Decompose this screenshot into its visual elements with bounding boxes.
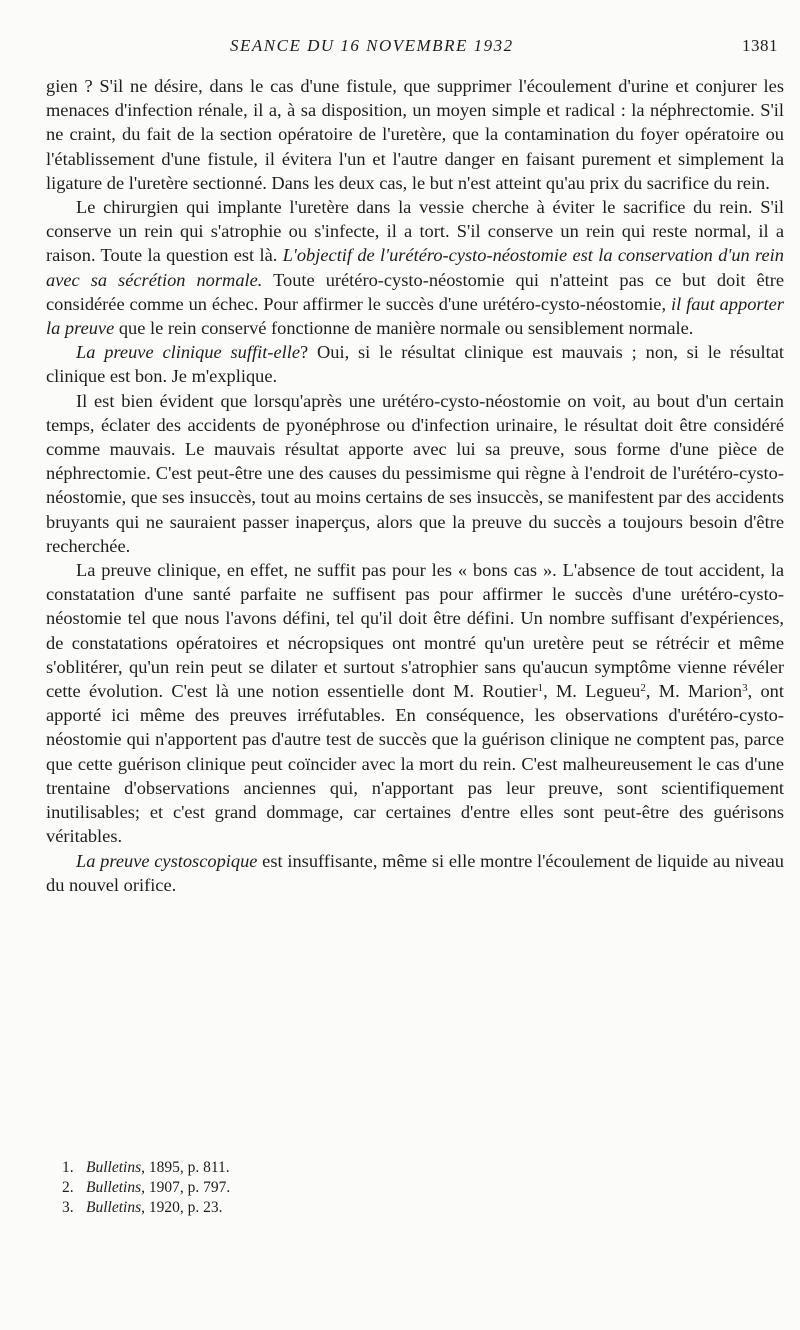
paragraph-text: gien ? S'il ne désire, dans le cas d'une fistule, que supprimer l'écoulement d'urine et conjurer les menaces d'infection rénale, il a, à sa disposition, un moyen simple et radical : la néphrectomie. S'il ne craint, du fait de la section opératoire de l'uretère, que la contamination du foyer opératoire ou l'établissement d'une fistule, il évitera l'un et l'autre danger en faisant purement et simplement la ligature de l'uretère sectionné. Dans les deux cas, le but n'est atteint qu'au prix du sacrifice du rein. [46, 76, 784, 193]
paragraph-1 [46, 74, 784, 195]
footnote-journal: Bulletins [86, 1199, 142, 1216]
paragraph-3 [46, 340, 784, 388]
paragraph-text: Toute urétéro-cysto-néostomie qui n'atteint pas ce but doit être considérée comme un échec. Pour affirmer le succès d'une urétéro-cysto-néostomie, [46, 269, 784, 314]
paragraph-text: , M. Marion [645, 681, 743, 702]
paragraph-text: , M. Legueu [543, 681, 641, 702]
footnote-2 [62, 1178, 230, 1198]
paragraph-text: Le chirurgien qui implante l'uretère dans la vessie cherche à éviter le sacrifice du rein. S'il conserve un rein qui s'atrophie ou s'infecte, il a tort. S'il conserve un rein qui reste normal, il a raison. Toute la question est là. [46, 197, 784, 266]
footnote-reference: , 1895, p. 811. [141, 1159, 230, 1176]
paragraph-4 [46, 389, 784, 558]
paragraph-text: , ont apporté ici même des preuves irréfutables. En conséquence, les observations d'urétéro-cysto-néostomie qui n'apportent pas d'autre test de succès que la guérison clinique ne comptent pas, parce que cette guérison clinique peut coïncider avec la mort du rein. C'est malheureusement le cas d'une trentaine d'observations anciennes qui, n'apportant pas leur preuve, sont scientifiquement inutilisables; et c'est grand dommage, car certaines d'entre elles sont peut-être des guérisons véritables. [46, 681, 784, 847]
emphasis-text: il faut apporter la preuve [46, 293, 784, 339]
footnote-number: 2. [62, 1179, 74, 1196]
footnote-number: 1. [62, 1159, 74, 1176]
footnote-reference: , 1920, p. 23. [141, 1199, 223, 1216]
footnotes [62, 1158, 230, 1218]
paragraph-text: que le rein conservé fonctionne de manière normale ou sensiblement normale. [114, 318, 694, 339]
emphasis-text: La preuve cystoscopique [76, 850, 258, 871]
paragraph-text: ? Oui, si le résultat clinique est mauvais ; non, si le résultat clinique est bon. Je m'explique. [46, 342, 784, 387]
paragraph-2 [46, 195, 784, 340]
body-text [46, 74, 784, 897]
footnote-ref-3: 3 [742, 682, 748, 695]
footnote-number: 3. [62, 1199, 74, 1216]
emphasis-text: L'objectif de l'urétéro-cysto-néostomie est la conservation d'un rein avec sa sécrétion normale. [46, 245, 784, 290]
footnote-1 [62, 1158, 230, 1178]
footnote-journal: Bulletins [86, 1159, 142, 1176]
footnote-journal: Bulletins [86, 1179, 142, 1196]
page-number: 1381 [742, 36, 778, 55]
footnote-reference: , 1907, p. 797. [141, 1179, 231, 1196]
emphasis-text: La preuve clinique suffit-elle [76, 342, 300, 363]
paragraph-text: est insuffisante, même si elle montre l'écoulement de liquide au niveau du nouvel orifice. [46, 850, 784, 895]
footnote-ref-2: 2 [640, 682, 646, 695]
paragraph-6 [46, 849, 784, 897]
footnote-ref-1: 1 [537, 682, 544, 695]
paragraph-text: Il est bien évident que lorsqu'après une urétéro-cysto-néostomie on voit, au bout d'un certain temps, éclater des accidents de pyonéphrose ou d'infection urinaire, le résultat doit être considéré comme mauvais. Le mauvais résultat apporte avec lui sa preuve, sous forme d'une pièce de néphrectomie. C'est peut-être une des causes du pessimisme qui règne à l'endroit de l'urétéro-cysto-néostomie, que ses insuccès, tout au moins certains de ses insuccès, se manifestent par des accidents bruyants qui ne sauraient passer inaperçus, alors que la preuve du succès a toujours besoin d'être recherchée. [46, 390, 784, 556]
footnote-3 [62, 1198, 230, 1218]
paragraph-text: La preuve clinique, en effet, ne suffit pas pour les « bons cas ». L'absence de tout accident, la constatation d'une santé parfaite ne suffisent pas pour affirmer le succès d'une urétéro-cysto-néostomie tel que nous l'avons défini, tel qu'il doit être défini. Un nombre suffisant d'expériences, de constatations opératoires et nécropsiques ont montré qu'un uretère peut se rétrécir et même s'oblitérer, qu'un rein peut se dilater et surtout s'atrophier sans qu'aucun symptôme vienne révéler cette évolution. C'est là une notion essentielle dont M. Routier [46, 560, 784, 702]
paragraph-5 [46, 558, 784, 848]
running-title: SEANCE DU 16 NOVEMBRE 1932 [230, 36, 514, 55]
page-header [46, 36, 778, 58]
